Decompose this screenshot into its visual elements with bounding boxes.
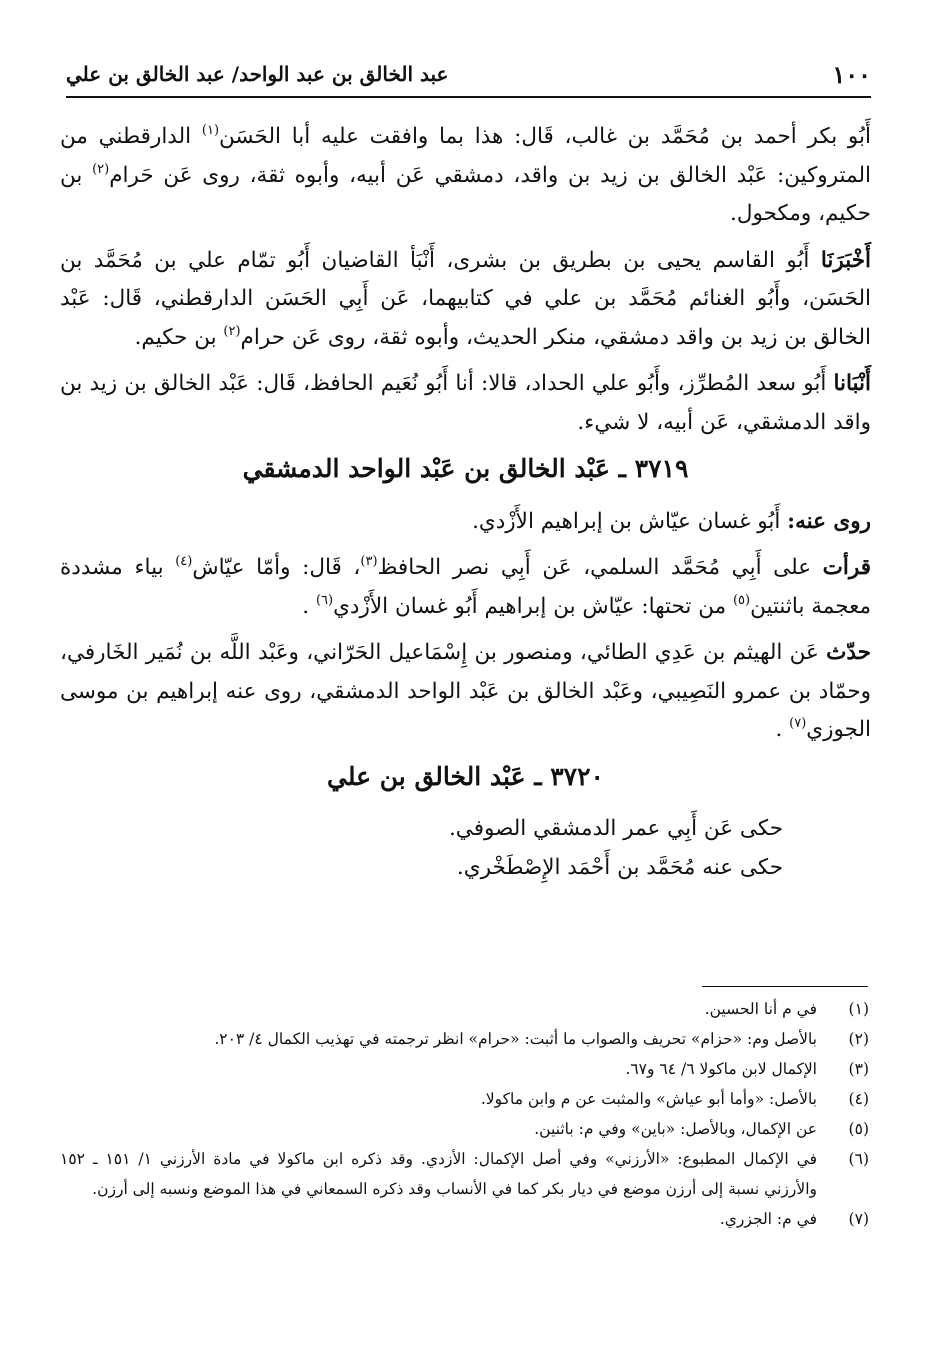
footnote: [60, 994, 869, 1024]
footnote-number: (٤): [848, 1090, 869, 1108]
footnote-text: في الإكمال المطبوع: «الأرزني» وفي أصل الإكمال: الأزدي. وقد ذكره ابن ماكولا في مادة الأرزني ١/ ١٥١ ـ ١٥٢ والأرزني نسبة إلى أرزن موضع في ديار بكر كما في الأنساب وقد ذكره السمعاني في هذا الموضع ونسبه إلى أرزن.: [60, 1150, 817, 1198]
paragraph-lead-word: أَخْبَرَنَا: [820, 247, 871, 273]
paragraph-lead-word: أَنْبَانا: [833, 371, 871, 396]
footnote: [60, 1204, 869, 1234]
paragraph-daraqutni: [60, 118, 871, 234]
footnote-ref: (٧): [789, 716, 807, 731]
footnote-ref: (٢): [223, 323, 241, 339]
footnote-number: (٧): [848, 1210, 869, 1228]
footnote: [60, 1144, 869, 1204]
paragraph-narrators: [60, 503, 871, 542]
text-run: بياء مشددة معجمة باثنتين: [60, 555, 871, 619]
entry-title-3720: ٣٧٢٠ ـ عَبْد الخالق بن علي: [327, 761, 604, 791]
footnotes: [60, 994, 869, 1234]
footnote-ref: (٢): [92, 161, 110, 177]
footnote-divider: [702, 986, 868, 987]
footnote: [60, 1114, 869, 1144]
paragraph-lead-word: قرأت: [822, 555, 872, 580]
footnote-ref: (٤): [175, 554, 193, 569]
text-run: عَن الهيثم بن عَدِي الطائي، ومنصور بن إِسْمَاعيل الحَرّاني، وعَبْد اللَّه بن نُمَير الخَارفي، وحمّاد بن عمرو النَصِيبي، وعَبْد الخالق بن عَبْد الواحد الدمشقي، روى عنه إبراهيم بن موسى الجوزي: [60, 640, 871, 742]
footnote-number: (٦): [848, 1150, 869, 1168]
text-run: أَبُو القاسم يحيى بن بطريق بن بشرى، أَنْبَأ القاضيان أَبُو تمّام علي بن مُحَمَّد بن الحَسَن، وأَبُو الغنائم مُحَمَّد بن علي في كتابيهما، عَن أَبِي الحَسَن الدارقطني، قَال: عَبْد الخالق بن زيد بن واقد دمشقي، منكر الحديث، وأبوه ثقة، روى عَن حرام: [60, 247, 871, 350]
text-run: أَبُو غسان عيّاش بن إبراهيم الأَزْدي.: [472, 508, 788, 534]
footnote: [60, 1024, 869, 1054]
running-head: [66, 52, 871, 98]
footnote-ref: (٥): [732, 592, 751, 608]
footnote-number: (٢): [848, 1030, 869, 1048]
text-run: من تحتها: عيّاش بن إبراهيم أَبُو غسان الأَزْدي: [333, 593, 733, 619]
main-text: [60, 118, 871, 887]
footnote: [60, 1054, 869, 1084]
text-run: بن حكيم، ومكحول.: [60, 162, 871, 226]
footnote-text: بالأصل وم: «حزام» تحريف والصواب ما أثبت: «حرام» انظر ترجمته في تهذيب الكمال ٤/ ٢٠٣.: [214, 1030, 817, 1048]
footnote: [60, 1084, 869, 1114]
footnote-number: (١): [848, 1000, 869, 1018]
footnote-number: (٥): [848, 1120, 869, 1138]
text-run: أَبُو بكر أحمد بن مُحَمَّد بن غالب، قَال: هذا بما وافقت عليه أبا الحَسَن: [219, 124, 871, 149]
footnote-ref: (٣): [360, 554, 378, 569]
footnote-ref: (٦): [315, 592, 334, 608]
footnote-text: بالأصل: «وأما أبو عياش» والمثبت عن م وابن ماكولا.: [480, 1090, 817, 1108]
entry-title-3719: ٣٧١٩ ـ عَبْد الخالق بن عَبْد الواحد الدمشقي: [242, 454, 689, 483]
text-run: .: [302, 593, 316, 619]
footnote-text: عن الإكمال، وبالأصل: «باين» وفي م: باثنين.: [534, 1120, 817, 1138]
text-run: أَبُو سعد المُطرِّز، وأَبُو علي الحداد، قالا: أنا أَبُو نُعَيم الحافظ، قَال: عَبْد الخالق بن زيد بن واقد الدمشقي، عَن أبيه، لا شيء.: [60, 371, 871, 435]
narration-line: حكى عنه مُحَمَّد بن أَحْمَد الإِصْطَخْري.: [456, 854, 783, 880]
footnote-text: في م: الجزري.: [719, 1210, 817, 1228]
text-run: على أَبِي مُحَمَّد السلمي، عَن أَبِي نصر الحافظ: [377, 555, 823, 580]
footnote-number: (٣): [848, 1060, 869, 1078]
footnote-text: الإكمال لابن ماكولا ٦/ ٦٤ و٦٧.: [625, 1060, 817, 1078]
footnote-ref: (١): [201, 123, 220, 138]
paragraph-lead-word: روى عنه:: [787, 508, 871, 534]
running-title: عبد الخالق بن عبد الواحد/ عبد الخالق بن علي: [66, 62, 449, 86]
paragraph-qarat: [60, 549, 871, 626]
paragraph-anbana: [60, 365, 871, 442]
paragraph-lead-word: حدّث: [826, 640, 871, 665]
footnote-text: في م أنا الحسين.: [704, 1000, 817, 1018]
paragraph-haddatha: [60, 634, 871, 750]
text-run: .: [775, 717, 790, 742]
text-run: ، قَال: وأمّا عيّاش: [192, 555, 361, 580]
text-run: بن حكيم.: [134, 324, 224, 350]
narration-line: حكى عَن أَبِي عمر الدمشقي الصوفي.: [448, 816, 783, 841]
page-number: ١٠٠: [832, 60, 871, 89]
paragraph-akhbarana: [60, 242, 871, 358]
text-run: الدارقطني من المتروكين: عَبْد الخالق بن زيد بن واقد، دمشقي عَن أبيه، وأبوه ثقة، روى عَن حَرام: [60, 124, 871, 188]
